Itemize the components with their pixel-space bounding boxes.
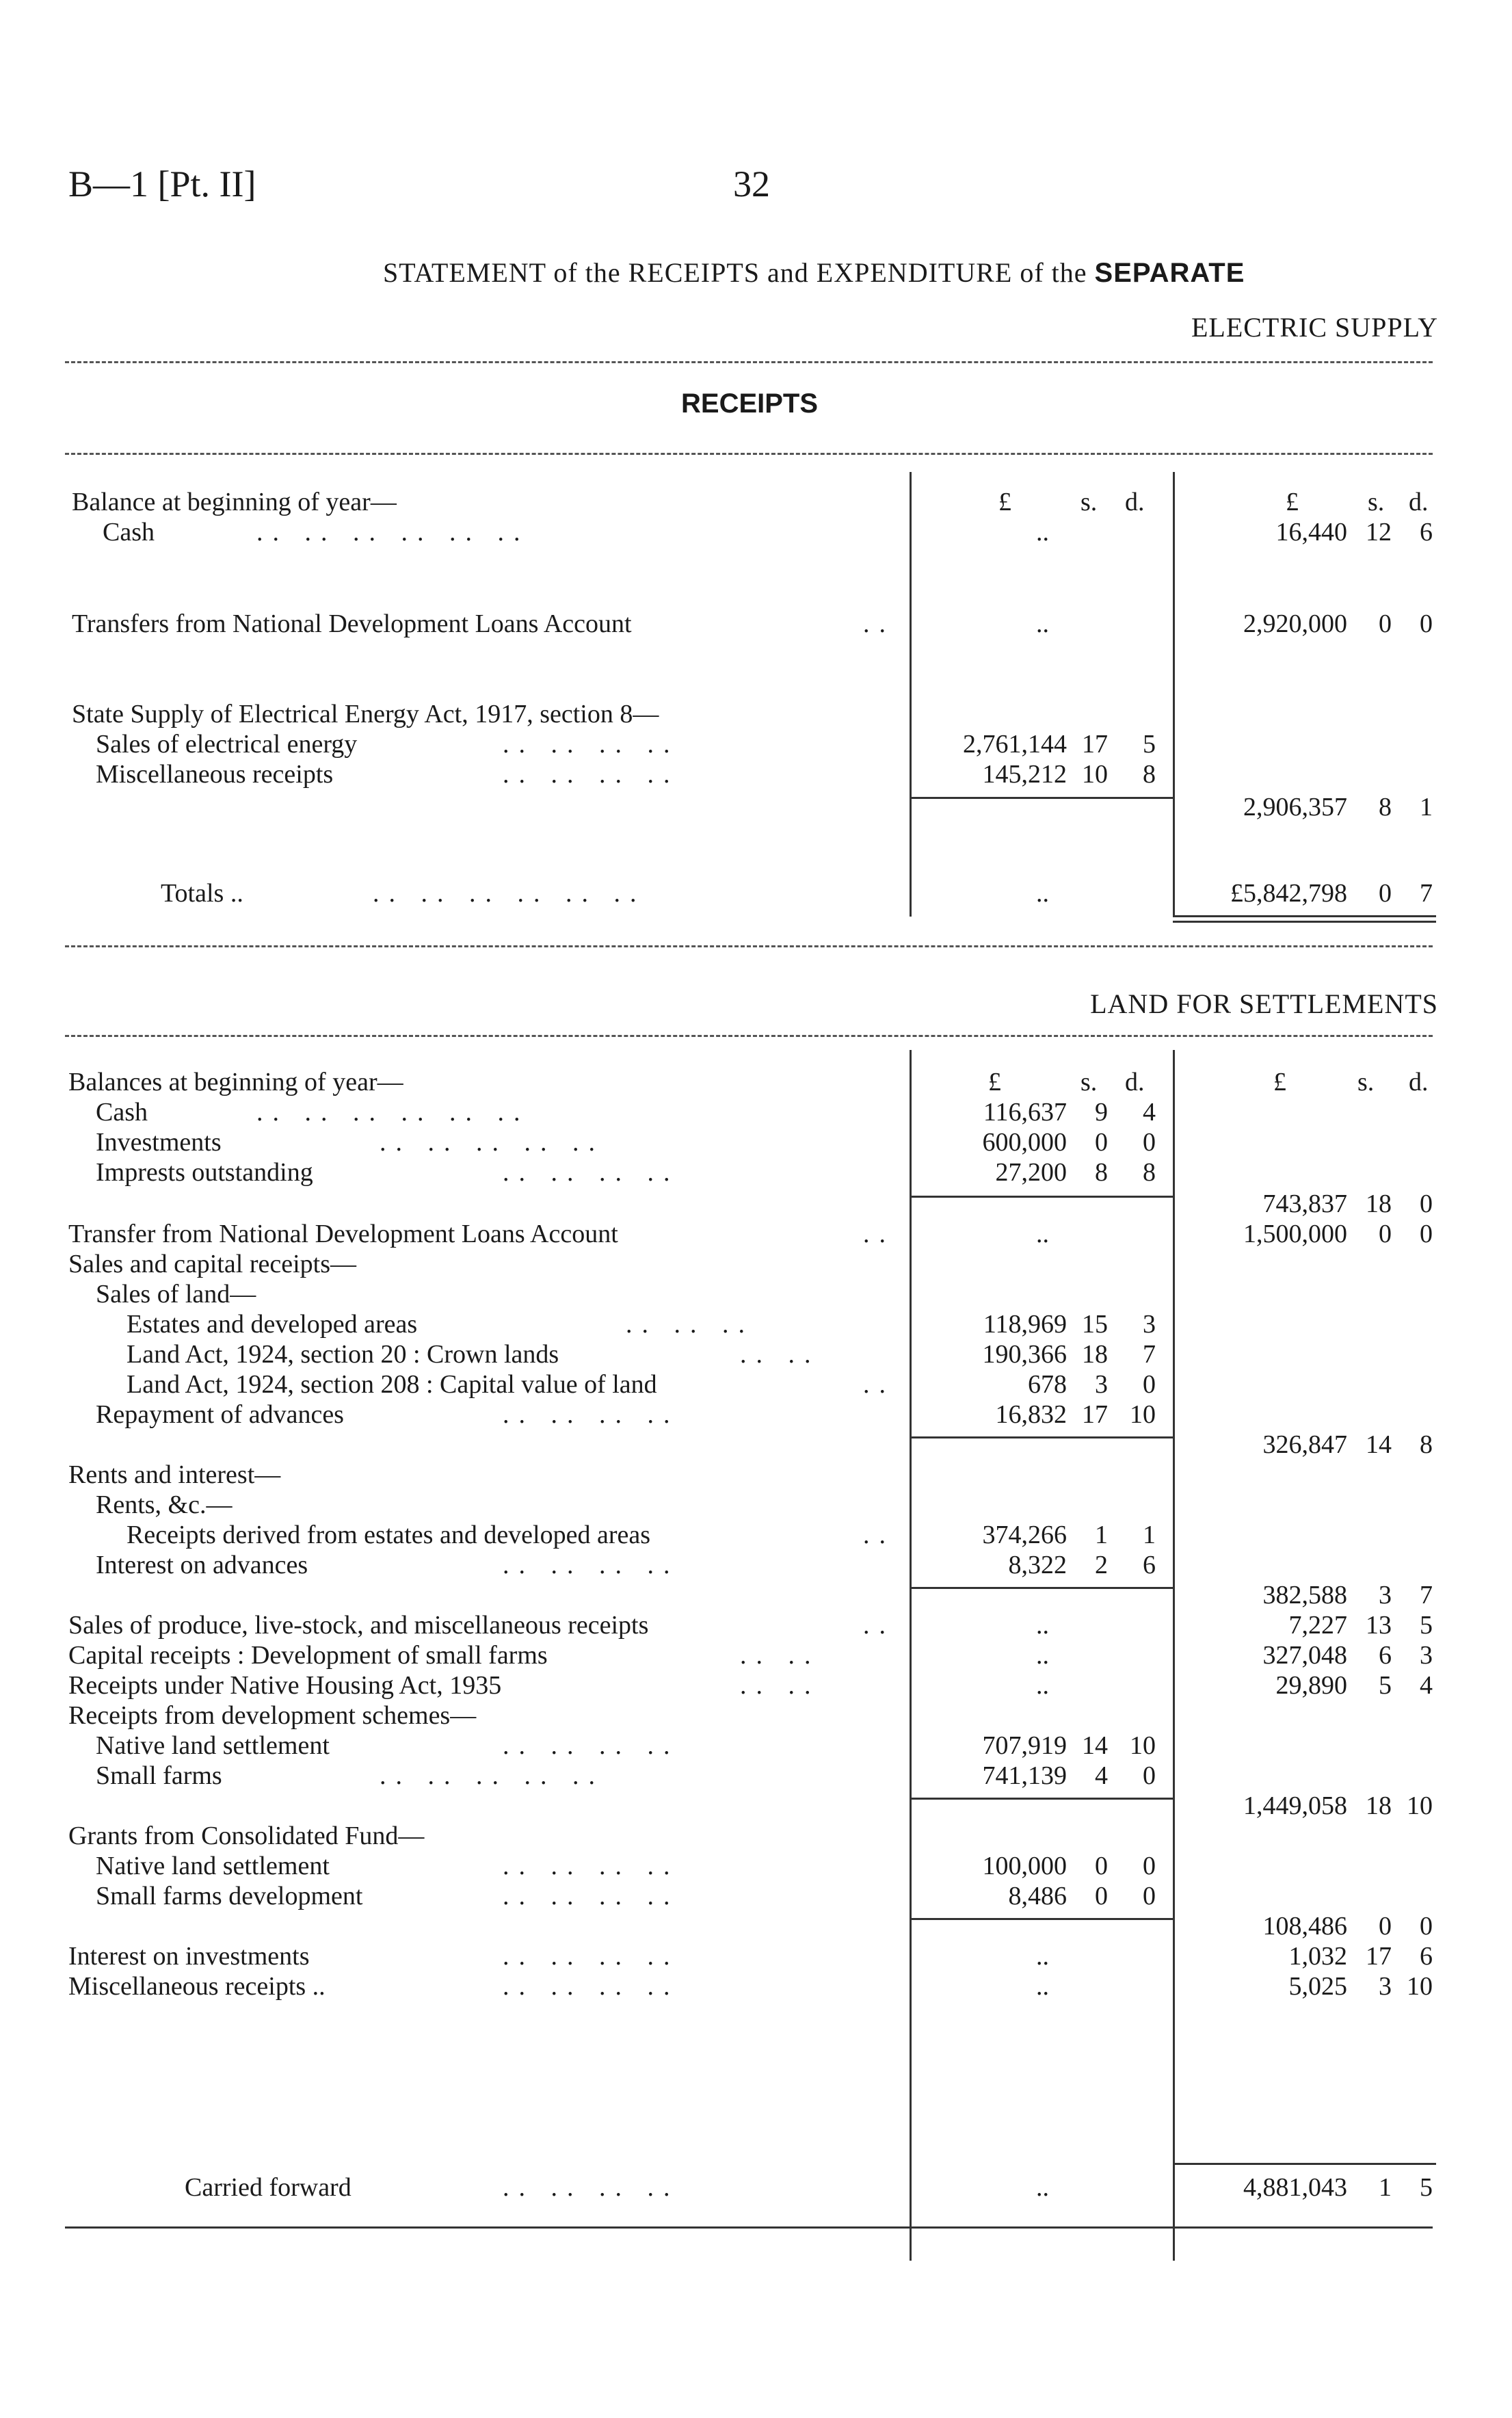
col1-pence: 10 <box>1130 1731 1156 1760</box>
col1-pence: 8 <box>1143 760 1156 789</box>
col1-pounds-header: £ <box>988 1068 1001 1096</box>
col2-shillings: 5 <box>1379 1671 1392 1700</box>
col1-pence: 10 <box>1130 1400 1156 1429</box>
col2-shillings: 8 <box>1379 793 1392 822</box>
col1-pounds: 707,919 <box>982 1731 1067 1760</box>
leader-dots: .. .. .. .. <box>503 1551 680 1579</box>
col2-pence: 0 <box>1420 1912 1433 1941</box>
col2-pounds: 382,588 <box>1262 1581 1347 1609</box>
col1-pence: 8 <box>1143 1158 1156 1187</box>
rule <box>65 1035 1433 1037</box>
col1-shillings-header: s. <box>1080 488 1098 516</box>
leader-dots: .. <box>863 1220 895 1248</box>
row-label: Rents and interest— <box>68 1460 281 1489</box>
col1-pence: 0 <box>1143 1761 1156 1790</box>
col1-shillings: 17 <box>1082 1400 1108 1429</box>
col2-pence-header: d. <box>1409 1068 1429 1096</box>
col1-pounds: 600,000 <box>982 1128 1067 1157</box>
row-label: Carried forward <box>185 2173 352 2202</box>
col1-pounds: 2,761,144 <box>963 730 1067 759</box>
row-label: Estates and developed areas <box>127 1310 418 1339</box>
row-label: Totals .. <box>161 879 243 908</box>
row-label: Balance at beginning of year— <box>72 488 397 516</box>
col1-pence: 0 <box>1143 1852 1156 1880</box>
col2-pence: 7 <box>1420 879 1433 908</box>
row-label: Receipts under Native Housing Act, 1935 <box>68 1671 502 1700</box>
col2-pounds: 2,906,357 <box>1243 793 1347 822</box>
col2-shillings-header: s. <box>1357 1068 1375 1096</box>
total-rule <box>1173 921 1436 923</box>
col2-pounds: 1,449,058 <box>1243 1791 1347 1820</box>
subtotal-rule <box>910 1918 1173 1920</box>
col2-pence: 6 <box>1420 518 1433 547</box>
col1-shillings: 0 <box>1095 1882 1108 1910</box>
col1-value: .. <box>1036 609 1049 638</box>
row-label: Sales of electrical energy <box>96 730 358 759</box>
leader-dots: .. .. .. .. <box>503 1882 680 1910</box>
col2-shillings: 0 <box>1379 1220 1392 1248</box>
row-label: Investments <box>96 1128 222 1157</box>
col1-pounds: 118,969 <box>983 1310 1067 1339</box>
row-label: Capital receipts : Development of small farms <box>68 1641 548 1670</box>
col1-pence-header: d. <box>1125 488 1145 516</box>
row-label: Miscellaneous receipts .. <box>68 1972 326 2001</box>
col1-pounds: 8,486 <box>1008 1882 1067 1910</box>
col1-shillings: 10 <box>1082 760 1108 789</box>
col1-pence: 6 <box>1143 1551 1156 1579</box>
row-label: Interest on investments <box>68 1942 310 1971</box>
col1-shillings-header: s. <box>1080 1068 1098 1096</box>
col1-shillings: 2 <box>1095 1551 1108 1579</box>
col1-pence: 0 <box>1143 1882 1156 1910</box>
col1-value: .. <box>1036 1942 1049 1971</box>
col2-pence: 0 <box>1420 1190 1433 1218</box>
col2-pence: 10 <box>1407 1791 1433 1820</box>
page-reference: B—1 [Pt. II] <box>68 163 256 205</box>
leader-dots: .. <box>863 609 895 638</box>
leader-dots: .. .. .. .. .. .. <box>256 1098 530 1127</box>
col2-pounds: 7,227 <box>1288 1611 1347 1640</box>
column-rule <box>910 472 912 917</box>
leader-dots: .. .. .. .. <box>503 1731 680 1760</box>
col2-shillings: 0 <box>1379 879 1392 908</box>
col2-pounds: 29,890 <box>1275 1671 1347 1700</box>
col2-shillings: 17 <box>1366 1942 1392 1971</box>
col1-pounds: 8,322 <box>1008 1551 1067 1579</box>
statement-title <box>383 257 1245 289</box>
col2-pounds: 743,837 <box>1262 1190 1347 1218</box>
col2-shillings: 13 <box>1366 1611 1392 1640</box>
col2-pounds-header: £ <box>1286 488 1299 516</box>
row-label: Small farms <box>96 1761 222 1790</box>
col2-shillings: 14 <box>1366 1430 1392 1459</box>
leader-dots: .. .. .. .. <box>503 2173 680 2202</box>
leader-dots: .. .. .. .. <box>503 760 680 789</box>
col2-shillings: 18 <box>1366 1190 1392 1218</box>
leader-dots: .. .. <box>740 1671 821 1700</box>
subtotal-rule <box>910 797 1173 799</box>
col1-value: .. <box>1036 1611 1049 1640</box>
col1-pence: 0 <box>1143 1128 1156 1157</box>
row-label: Miscellaneous receipts <box>96 760 334 789</box>
leader-dots: .. .. .. .. .. .. <box>256 518 530 547</box>
leader-dots: .. <box>863 1370 895 1399</box>
row-label: Sales of produce, live-stock, and miscellaneous receipts <box>68 1611 649 1640</box>
land-heading: LAND FOR SETTLEMENTS <box>1090 988 1438 1019</box>
row-label: Transfers from National Development Loans Account <box>72 609 632 638</box>
col1-value: .. <box>1036 1220 1049 1248</box>
col2-pounds: 108,486 <box>1262 1912 1347 1941</box>
col1-pence: 0 <box>1143 1370 1156 1399</box>
col1-pence: 1 <box>1143 1521 1156 1549</box>
subtotal-rule <box>910 1436 1173 1438</box>
col2-pounds: 16,440 <box>1275 518 1347 547</box>
col2-pounds: 327,048 <box>1262 1641 1347 1670</box>
row-label: Small farms development <box>96 1882 363 1910</box>
col1-value: .. <box>1036 518 1049 547</box>
column-rule <box>910 1050 912 2261</box>
col2-shillings: 12 <box>1366 518 1392 547</box>
row-label: Interest on advances <box>96 1551 308 1579</box>
col1-shillings: 3 <box>1095 1370 1108 1399</box>
row-label: Balances at beginning of year— <box>68 1068 403 1096</box>
col2-shillings: 1 <box>1379 2173 1392 2202</box>
column-rule <box>1173 1050 1175 2261</box>
row-label: Land Act, 1924, section 208 : Capital value of land <box>127 1370 657 1399</box>
row-label: Receipts derived from estates and developed areas <box>127 1521 651 1549</box>
col2-shillings-header: s. <box>1368 488 1385 516</box>
col1-pounds: 741,139 <box>982 1761 1067 1790</box>
row-label: Cash <box>103 518 155 547</box>
row-label: Land Act, 1924, section 20 : Crown lands <box>127 1340 559 1369</box>
row-label: Cash <box>96 1098 148 1127</box>
leader-dots: .. .. .. .. <box>503 1400 680 1429</box>
col1-shillings: 18 <box>1082 1340 1108 1369</box>
rule <box>65 361 1433 363</box>
col1-shillings: 0 <box>1095 1852 1108 1880</box>
bottom-rule <box>65 2226 1433 2229</box>
col2-shillings: 0 <box>1379 609 1392 638</box>
col1-pounds: 374,266 <box>982 1521 1067 1549</box>
col2-shillings: 6 <box>1379 1641 1392 1670</box>
col2-pounds-header: £ <box>1273 1068 1286 1096</box>
leader-dots: .. <box>863 1611 895 1640</box>
col2-pounds: 2,920,000 <box>1243 609 1347 638</box>
col1-shillings: 17 <box>1082 730 1108 759</box>
leader-dots: .. .. .. .. <box>503 1852 680 1880</box>
col1-pounds: 678 <box>1028 1370 1067 1399</box>
col2-pounds: 4,881,043 <box>1243 2173 1347 2202</box>
col2-pence: 10 <box>1407 1972 1433 2001</box>
row-label: Repayment of advances <box>96 1400 344 1429</box>
col1-value: .. <box>1036 2173 1049 2202</box>
leader-dots: .. .. .. .. <box>503 1942 680 1971</box>
col2-pence: 5 <box>1420 1611 1433 1640</box>
col2-shillings: 18 <box>1366 1791 1392 1820</box>
receipts-heading: RECEIPTS <box>681 389 819 419</box>
column-rule <box>1173 472 1175 917</box>
row-label: Sales of land— <box>96 1280 256 1309</box>
col1-shillings: 4 <box>1095 1761 1108 1790</box>
col2-pounds: 326,847 <box>1262 1430 1347 1459</box>
col2-pence: 5 <box>1420 2173 1433 2202</box>
col1-value: .. <box>1036 879 1049 908</box>
col1-pounds: 116,637 <box>983 1098 1067 1127</box>
leader-dots: .. .. <box>740 1340 821 1369</box>
col1-value: .. <box>1036 1972 1049 2001</box>
leader-dots: .. .. .. .. .. <box>380 1128 605 1157</box>
row-label: Sales and capital receipts— <box>68 1250 357 1278</box>
leader-dots: .. <box>863 1521 895 1549</box>
col1-pence-header: d. <box>1125 1068 1145 1096</box>
subtotal-rule <box>910 1798 1173 1800</box>
col1-pence: 5 <box>1143 730 1156 759</box>
col1-pence: 4 <box>1143 1098 1156 1127</box>
col1-pounds-header: £ <box>998 488 1011 516</box>
col1-pounds: 27,200 <box>995 1158 1067 1187</box>
row-label: Imprests outstanding <box>96 1158 313 1187</box>
leader-dots: .. .. .. .. <box>503 1158 680 1187</box>
col1-pounds: 100,000 <box>982 1852 1067 1880</box>
col2-pence: 0 <box>1420 1220 1433 1248</box>
col1-pence: 3 <box>1143 1310 1156 1339</box>
row-label: Receipts from development schemes— <box>68 1701 477 1730</box>
col1-shillings: 15 <box>1082 1310 1108 1339</box>
col1-shillings: 14 <box>1082 1731 1108 1760</box>
subtotal-rule <box>910 1587 1173 1589</box>
rule <box>65 945 1433 947</box>
col2-pence-header: d. <box>1409 488 1429 516</box>
col1-value: .. <box>1036 1641 1049 1670</box>
subtotal-rule <box>910 1196 1173 1198</box>
statement-title-bold: SEPARATE <box>1094 258 1245 288</box>
leader-dots: .. .. .. .. <box>503 730 680 759</box>
leader-dots: .. .. .. .. .. .. <box>373 879 646 908</box>
col2-shillings: 3 <box>1379 1972 1392 2001</box>
col2-pence: 4 <box>1420 1671 1433 1700</box>
col1-shillings: 1 <box>1095 1521 1108 1549</box>
leader-dots: .. .. .. .. <box>503 1972 680 2001</box>
statement-subtitle: ELECTRIC SUPPLY <box>1191 312 1438 343</box>
col1-shillings: 9 <box>1095 1098 1108 1127</box>
statement-title-text: STATEMENT of the RECEIPTS and EXPENDITURE of the <box>383 257 1087 288</box>
col1-pounds: 190,366 <box>982 1340 1067 1369</box>
col2-pounds: £5,842,798 <box>1230 879 1347 908</box>
leader-dots: .. .. .. .. .. <box>380 1761 605 1790</box>
col1-pounds: 145,212 <box>982 760 1067 789</box>
col2-pounds: 1,032 <box>1288 1942 1347 1971</box>
col1-shillings: 0 <box>1095 1128 1108 1157</box>
col2-pounds: 1,500,000 <box>1243 1220 1347 1248</box>
leader-dots: .. .. <box>740 1641 821 1670</box>
col2-pence: 0 <box>1420 609 1433 638</box>
row-label: State Supply of Electrical Energy Act, 1917, section 8— <box>72 700 659 728</box>
col1-shillings: 8 <box>1095 1158 1108 1187</box>
total-rule <box>1173 915 1436 917</box>
col1-value: .. <box>1036 1671 1049 1700</box>
col2-pence: 1 <box>1420 793 1433 822</box>
col1-pounds: 16,832 <box>995 1400 1067 1429</box>
row-label: Native land settlement <box>96 1731 330 1760</box>
col2-pence: 7 <box>1420 1581 1433 1609</box>
col2-shillings: 3 <box>1379 1581 1392 1609</box>
row-label: Transfer from National Development Loans Account <box>68 1220 618 1248</box>
col2-shillings: 0 <box>1379 1912 1392 1941</box>
col2-pence: 6 <box>1420 1942 1433 1971</box>
page-number: 32 <box>733 163 770 205</box>
row-label: Native land settlement <box>96 1852 330 1880</box>
rule <box>65 453 1433 455</box>
leader-dots: .. .. .. <box>626 1310 754 1339</box>
row-label: Grants from Consolidated Fund— <box>68 1822 425 1850</box>
row-label: Rents, &c.— <box>96 1490 233 1519</box>
col2-pence: 8 <box>1420 1430 1433 1459</box>
col2-pence: 3 <box>1420 1641 1433 1670</box>
col1-pence: 7 <box>1143 1340 1156 1369</box>
col2-pounds: 5,025 <box>1288 1972 1347 2001</box>
total-rule <box>1173 2163 1436 2165</box>
